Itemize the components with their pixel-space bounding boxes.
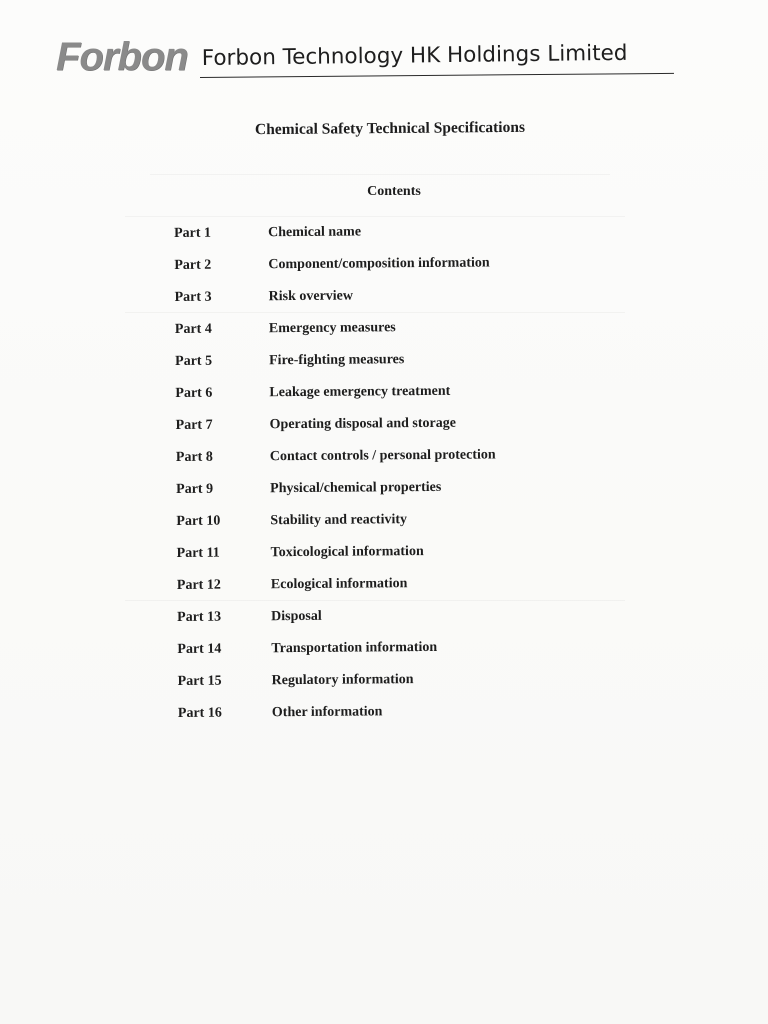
toc-section-title: Emergency measures (268, 320, 396, 337)
toc-row (172, 665, 572, 700)
toc-row (171, 537, 571, 572)
toc-section-title: Other information (271, 704, 383, 721)
document-title: Chemical Safety Technical Specifications (254, 118, 526, 139)
toc-section-title: Ecological information (270, 576, 408, 593)
toc-section-title: Regulatory information (271, 672, 414, 689)
toc-section-title: Contact controls / personal protection (269, 447, 496, 465)
toc-section-title: Disposal (271, 608, 322, 625)
company-logo: Forbon (56, 35, 188, 79)
toc-section-title: Physical/chemical properties (270, 479, 442, 497)
toc-part-number: Part 7 (175, 417, 213, 433)
toc-section-title: Fire-fighting measures (269, 352, 405, 369)
toc-section-title: Risk overview (268, 288, 354, 305)
toc-row (169, 313, 569, 348)
toc-section-title: Operating disposal and storage (269, 415, 456, 433)
toc-part-number: Part 8 (175, 449, 213, 465)
toc-row (169, 377, 569, 412)
toc-part-number: Part 13 (177, 609, 222, 625)
toc-part-number: Part 10 (176, 513, 221, 529)
toc-row (172, 697, 572, 732)
toc-row (170, 473, 570, 508)
toc-part-number: Part 3 (174, 289, 212, 305)
toc-row (171, 569, 571, 604)
toc-section-title: Leakage emergency treatment (269, 383, 451, 401)
toc-section-title: Component/composition information (268, 255, 490, 273)
toc-row (171, 633, 571, 668)
toc-part-number: Part 2 (174, 257, 212, 273)
toc-section-title: Chemical name (268, 224, 362, 241)
scan-guide-line (150, 174, 610, 175)
header-underline (200, 73, 674, 78)
toc-part-number: Part 14 (177, 641, 222, 657)
toc-section-title: Toxicological information (270, 544, 424, 561)
company-name: Forbon Technology HK Holdings Limited (201, 40, 628, 71)
toc-part-number: Part 1 (174, 225, 212, 241)
toc-row (169, 345, 569, 380)
toc-section-title: Stability and reactivity (270, 512, 408, 529)
toc-part-number: Part 6 (175, 385, 213, 401)
toc-part-number: Part 15 (177, 673, 222, 689)
letterhead (56, 36, 676, 84)
toc-part-number: Part 5 (175, 353, 213, 369)
toc-row (170, 441, 570, 476)
toc-part-number: Part 4 (174, 321, 212, 337)
toc-row (171, 601, 571, 636)
toc-row (169, 281, 569, 316)
toc-row (168, 217, 568, 252)
table-of-contents (168, 217, 572, 732)
toc-section-title: Transportation information (271, 639, 438, 657)
toc-row (170, 409, 570, 444)
contents-heading: Contents (367, 184, 421, 199)
toc-part-number: Part 12 (176, 577, 221, 593)
toc-row (168, 249, 568, 284)
toc-part-number: Part 16 (177, 705, 222, 721)
toc-part-number: Part 9 (176, 481, 214, 497)
toc-part-number: Part 11 (176, 545, 220, 561)
toc-row (170, 505, 570, 540)
